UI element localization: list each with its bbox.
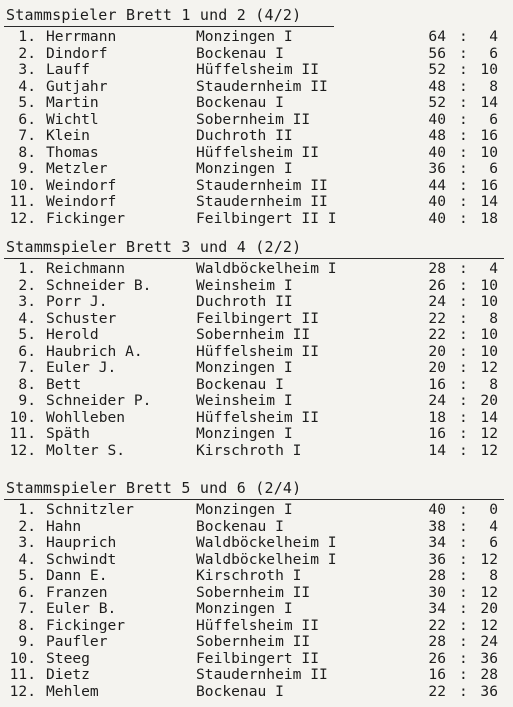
club-name: Sobernheim II — [196, 633, 311, 650]
rank-number: 4. — [18, 77, 36, 95]
rank-number: 6. — [18, 342, 36, 360]
rank-number: 2. — [18, 517, 36, 535]
score-separator: : — [459, 441, 468, 459]
club-name: Hüffelsheim II — [196, 143, 320, 161]
points-lost: 12 — [480, 425, 498, 442]
score-separator: : — [459, 260, 468, 277]
rank-number: 2. — [18, 276, 36, 294]
points-lost: 8 — [489, 567, 498, 584]
points-won: 64 — [428, 28, 446, 45]
points-won: 22 — [428, 309, 446, 327]
player-name: Herold — [46, 326, 99, 343]
points-lost: 10 — [480, 143, 498, 161]
club-name: Monzingen I — [196, 359, 293, 376]
player-name: Paufler — [46, 633, 108, 650]
score-separator: : — [459, 28, 468, 45]
points-won: 38 — [428, 517, 446, 535]
points-won: 28 — [428, 260, 446, 277]
score-separator: : — [459, 326, 468, 343]
score-separator: : — [459, 359, 468, 376]
score-separator: : — [459, 127, 468, 144]
score-separator: : — [459, 276, 468, 294]
player-name: Klein — [46, 127, 90, 144]
points-won: 24 — [428, 392, 446, 409]
score-separator: : — [459, 77, 468, 95]
player-name: Schuster — [46, 309, 117, 327]
player-name: Wichtl — [46, 110, 99, 128]
points-lost: 36 — [480, 649, 498, 667]
points-won: 52 — [428, 61, 446, 78]
score-separator: : — [459, 342, 468, 360]
player-name: Dindorf — [46, 44, 108, 62]
club-name: Feilbingert II — [196, 309, 320, 327]
points-won: 56 — [428, 44, 446, 62]
player-name: Bett — [46, 375, 82, 393]
points-lost: 12 — [480, 550, 498, 568]
points-won: 22 — [428, 326, 446, 343]
player-row — [0, 178, 513, 195]
player-row — [0, 535, 513, 552]
club-name: Waldböckelheim I — [196, 550, 337, 568]
rank-number: 8. — [18, 616, 36, 634]
club-name: Hüffelsheim II — [196, 408, 320, 426]
score-separator: : — [459, 309, 468, 327]
points-lost: 10 — [480, 326, 498, 343]
points-lost: 10 — [480, 276, 498, 294]
points-won: 18 — [428, 408, 446, 426]
points-lost: 10 — [480, 293, 498, 310]
rank-number: 10. — [9, 408, 36, 426]
player-row — [0, 211, 513, 228]
rank-number: 5. — [18, 94, 36, 111]
score-separator: : — [459, 61, 468, 78]
score-separator: : — [459, 517, 468, 535]
player-row — [0, 112, 513, 129]
score-separator: : — [459, 110, 468, 128]
points-lost: 8 — [489, 309, 498, 327]
player-name: Weindorf — [46, 176, 117, 194]
points-lost: 18 — [480, 209, 498, 227]
score-separator: : — [459, 666, 468, 683]
player-row — [0, 585, 513, 602]
score-separator: : — [459, 375, 468, 393]
player-row — [0, 128, 513, 145]
points-lost: 12 — [480, 583, 498, 601]
points-lost: 0 — [489, 501, 498, 518]
player-name: Schnitzler — [46, 501, 134, 518]
points-lost: 6 — [489, 44, 498, 62]
club-name: Bockenau I — [196, 44, 284, 62]
player-name: Fickinger — [46, 209, 126, 227]
points-won: 22 — [428, 616, 446, 634]
score-separator: : — [459, 293, 468, 310]
score-separator: : — [459, 209, 468, 227]
club-name: Hüffelsheim II — [196, 342, 320, 360]
score-separator: : — [459, 501, 468, 518]
points-won: 20 — [428, 359, 446, 376]
points-lost: 14 — [480, 193, 498, 210]
points-won: 26 — [428, 649, 446, 667]
player-row — [0, 502, 513, 519]
player-row — [0, 667, 513, 684]
points-won: 28 — [428, 633, 446, 650]
points-won: 34 — [428, 534, 446, 551]
points-won: 36 — [428, 160, 446, 177]
rank-number: 10. — [9, 649, 36, 667]
club-name: Bockenau I — [196, 517, 284, 535]
player-name: Schwindt — [46, 550, 117, 568]
rank-number: 1. — [18, 28, 36, 45]
player-name: Franzen — [46, 583, 108, 601]
player-name: Hauprich — [46, 534, 117, 551]
player-row — [0, 161, 513, 178]
player-row — [0, 393, 513, 410]
club-name: Waldböckelheim I — [196, 534, 337, 551]
rank-number: 12. — [9, 209, 36, 227]
player-row — [0, 443, 513, 460]
player-row — [0, 377, 513, 394]
points-lost: 16 — [480, 176, 498, 194]
points-won: 40 — [428, 193, 446, 210]
player-name: Fickinger — [46, 616, 126, 634]
score-separator: : — [459, 600, 468, 617]
points-lost: 6 — [489, 534, 498, 551]
player-row — [0, 552, 513, 569]
rank-number: 11. — [9, 193, 36, 210]
player-row — [0, 194, 513, 211]
player-name: Steeg — [46, 649, 90, 667]
player-row — [0, 519, 513, 536]
points-lost: 20 — [480, 600, 498, 617]
club-name: Bockenau I — [196, 375, 284, 393]
player-name: Martin — [46, 94, 99, 111]
rank-number: 10. — [9, 176, 36, 194]
rank-number: 8. — [18, 143, 36, 161]
rank-number: 4. — [18, 550, 36, 568]
rank-number: 12. — [9, 682, 36, 700]
club-name: Feilbingert II — [196, 649, 320, 667]
club-name: Staudernheim II — [196, 193, 328, 210]
heading-underline — [4, 499, 504, 500]
score-separator: : — [459, 193, 468, 210]
score-separator: : — [459, 534, 468, 551]
player-row — [0, 62, 513, 79]
player-name: Porr J. — [46, 293, 108, 310]
rank-number: 3. — [18, 61, 36, 78]
points-won: 16 — [428, 425, 446, 442]
points-lost: 24 — [480, 633, 498, 650]
club-name: Bockenau I — [196, 682, 284, 700]
player-row — [0, 145, 513, 162]
points-won: 22 — [428, 682, 446, 700]
section-heading: Stammspieler Brett 5 und 6 (2/4) — [6, 479, 302, 497]
points-lost: 14 — [480, 408, 498, 426]
rank-number: 6. — [18, 583, 36, 601]
club-name: Staudernheim II — [196, 176, 328, 194]
club-name: Feilbingert II I — [196, 209, 337, 227]
points-lost: 4 — [489, 260, 498, 277]
score-separator: : — [459, 567, 468, 584]
player-row — [0, 294, 513, 311]
club-name: Kirschroth I — [196, 441, 302, 459]
rank-number: 5. — [18, 567, 36, 584]
rank-number: 3. — [18, 534, 36, 551]
points-won: 48 — [428, 77, 446, 95]
points-won: 48 — [428, 127, 446, 144]
score-separator: : — [459, 425, 468, 442]
player-name: Dietz — [46, 666, 90, 683]
player-row — [0, 278, 513, 295]
club-name: Weinsheim I — [196, 276, 293, 294]
points-lost: 20 — [480, 392, 498, 409]
player-name: Reichmann — [46, 260, 126, 277]
rank-number: 12. — [9, 441, 36, 459]
rank-number: 4. — [18, 309, 36, 327]
points-lost: 12 — [480, 441, 498, 459]
rank-number: 7. — [18, 127, 36, 144]
player-name: Lauff — [46, 61, 90, 78]
club-name: Bockenau I — [196, 94, 284, 111]
points-lost: 16 — [480, 127, 498, 144]
player-name: Molter S. — [46, 441, 126, 459]
score-separator: : — [459, 649, 468, 667]
points-won: 40 — [428, 110, 446, 128]
player-row — [0, 79, 513, 96]
club-name: Duchroth II — [196, 293, 293, 310]
club-name: Hüffelsheim II — [196, 61, 320, 78]
rank-number: 9. — [18, 392, 36, 409]
score-separator: : — [459, 160, 468, 177]
points-lost: 12 — [480, 359, 498, 376]
player-row — [0, 410, 513, 427]
score-separator: : — [459, 408, 468, 426]
player-row — [0, 601, 513, 618]
player-name: Haubrich A. — [46, 342, 143, 360]
points-lost: 12 — [480, 616, 498, 634]
rank-number: 11. — [9, 425, 36, 442]
points-won: 40 — [428, 501, 446, 518]
points-won: 40 — [428, 143, 446, 161]
rank-number: 9. — [18, 160, 36, 177]
player-name: Mehlem — [46, 682, 99, 700]
player-row — [0, 327, 513, 344]
rank-number: 7. — [18, 359, 36, 376]
player-row — [0, 568, 513, 585]
points-lost: 8 — [489, 77, 498, 95]
club-name: Monzingen I — [196, 160, 293, 177]
player-row — [0, 360, 513, 377]
points-won: 24 — [428, 293, 446, 310]
rank-number: 1. — [18, 501, 36, 518]
player-row — [0, 261, 513, 278]
score-separator: : — [459, 94, 468, 111]
player-name: Euler J. — [46, 359, 117, 376]
points-won: 30 — [428, 583, 446, 601]
player-row — [0, 95, 513, 112]
score-separator: : — [459, 143, 468, 161]
player-name: Hahn — [46, 517, 82, 535]
club-name: Monzingen I — [196, 28, 293, 45]
points-won: 52 — [428, 94, 446, 111]
club-name: Sobernheim II — [196, 583, 311, 601]
player-row — [0, 651, 513, 668]
points-lost: 6 — [489, 110, 498, 128]
player-row — [0, 311, 513, 328]
player-name: Herrmann — [46, 28, 117, 45]
rank-number: 11. — [9, 666, 36, 683]
player-row — [0, 618, 513, 635]
rank-number: 8. — [18, 375, 36, 393]
points-won: 16 — [428, 666, 446, 683]
player-row — [0, 426, 513, 443]
club-name: Staudernheim II — [196, 666, 328, 683]
points-won: 16 — [428, 375, 446, 393]
points-won: 28 — [428, 567, 446, 584]
score-separator: : — [459, 583, 468, 601]
section-heading: Stammspieler Brett 3 und 4 (2/2) — [6, 238, 302, 256]
player-name: Metzler — [46, 160, 108, 177]
points-lost: 4 — [489, 517, 498, 535]
player-name: Späth — [46, 425, 90, 442]
points-won: 44 — [428, 176, 446, 194]
score-separator: : — [459, 176, 468, 194]
score-separator: : — [459, 616, 468, 634]
points-lost: 28 — [480, 666, 498, 683]
player-name: Wohlleben — [46, 408, 126, 426]
points-lost: 36 — [480, 682, 498, 700]
club-name: Monzingen I — [196, 501, 293, 518]
club-name: Hüffelsheim II — [196, 616, 320, 634]
player-name: Schneider P. — [46, 392, 152, 409]
player-name: Schneider B. — [46, 276, 152, 294]
rank-number: 7. — [18, 600, 36, 617]
player-row — [0, 29, 513, 46]
player-name: Thomas — [46, 143, 99, 161]
club-name: Kirschroth I — [196, 567, 302, 584]
club-name: Monzingen I — [196, 425, 293, 442]
rank-number: 6. — [18, 110, 36, 128]
points-won: 34 — [428, 600, 446, 617]
points-lost: 10 — [480, 342, 498, 360]
player-name: Dann E. — [46, 567, 108, 584]
club-name: Sobernheim II — [196, 326, 311, 343]
score-separator: : — [459, 44, 468, 62]
player-row — [0, 684, 513, 701]
player-row — [0, 344, 513, 361]
rank-number: 2. — [18, 44, 36, 62]
points-lost: 6 — [489, 160, 498, 177]
rank-number: 9. — [18, 633, 36, 650]
points-lost: 8 — [489, 375, 498, 393]
player-name: Weindorf — [46, 193, 117, 210]
club-name: Waldböckelheim I — [196, 260, 337, 277]
points-won: 14 — [428, 441, 446, 459]
points-lost: 10 — [480, 61, 498, 78]
rank-number: 3. — [18, 293, 36, 310]
club-name: Duchroth II — [196, 127, 293, 144]
rank-number: 5. — [18, 326, 36, 343]
player-row — [0, 46, 513, 63]
heading-underline — [4, 258, 504, 259]
player-name: Euler B. — [46, 600, 117, 617]
section-heading: Stammspieler Brett 1 und 2 (4/2) — [6, 6, 302, 24]
score-separator: : — [459, 633, 468, 650]
rank-number: 1. — [18, 260, 36, 277]
points-lost: 14 — [480, 94, 498, 111]
club-name: Sobernheim II — [196, 110, 311, 128]
club-name: Weinsheim I — [196, 392, 293, 409]
club-name: Monzingen I — [196, 600, 293, 617]
score-separator: : — [459, 550, 468, 568]
club-name: Staudernheim II — [196, 77, 328, 95]
points-won: 26 — [428, 276, 446, 294]
points-won: 20 — [428, 342, 446, 360]
player-name: Gutjahr — [46, 77, 108, 95]
points-lost: 4 — [489, 28, 498, 45]
score-separator: : — [459, 682, 468, 700]
player-row — [0, 634, 513, 651]
score-separator: : — [459, 392, 468, 409]
points-won: 36 — [428, 550, 446, 568]
heading-underline — [4, 26, 334, 27]
points-won: 40 — [428, 209, 446, 227]
